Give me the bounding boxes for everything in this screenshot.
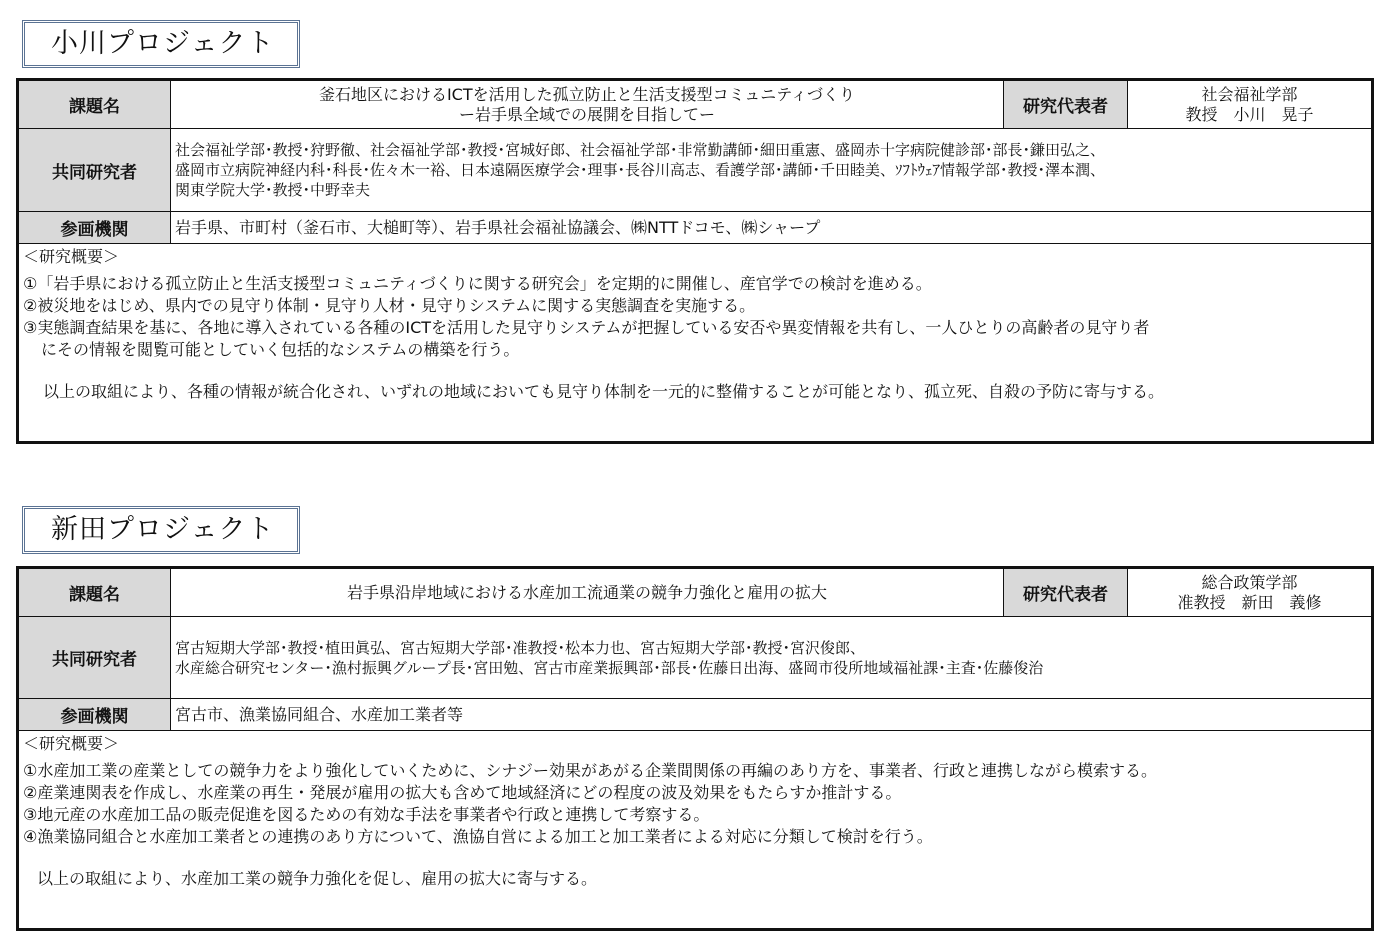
- summary-item: ②産業連関表を作成し、水産業の再生・発展が雇用の拡大も含めて地域経済にどの程度の波及効果をもたらすか推計する。: [23, 783, 902, 802]
- orgs-row: [19, 212, 1371, 244]
- lead-name: 准教授 新田 義修: [1177, 592, 1322, 612]
- members-line: 盛岡市立病院神経内科･科長･佐々木一裕、日本遠隔医療学会･理事･長谷川高志、看護学部･講師･千田睦美、ｿﾌﾄｳｪｱ情報学部･教授･澤本潤、: [175, 161, 1106, 179]
- project-panel-nitta: [16, 566, 1374, 931]
- summary-item: ④漁業協同組合と水産加工業者との連携のあり方について、漁協自営による加工と加工業者による対応に分類して検討を行う。: [23, 827, 933, 846]
- lead-researcher: [1128, 81, 1371, 128]
- summary-heading: ＜研究概要＞: [23, 247, 120, 266]
- project-title-line: ー岩手県全域での展開を目指してー: [458, 104, 715, 124]
- members-row: [19, 617, 1371, 699]
- title-row: [19, 569, 1371, 617]
- summary-section: [19, 244, 1371, 405]
- title-label: 課題名: [19, 81, 171, 128]
- summary-section: [19, 731, 1371, 892]
- members-label: 共同研究者: [19, 129, 171, 211]
- members-line: 関東学院大学･教授･中野幸夫: [175, 181, 371, 199]
- lead-dept: 社会福祉学部: [1201, 84, 1298, 104]
- project-title: [171, 569, 1004, 616]
- members-line: 宮古短期大学部･教授･植田眞弘、宮古短期大学部･准教授･松本力也、宮古短期大学部･教授･宮沢俊郎、: [175, 638, 866, 657]
- orgs-row: [19, 699, 1371, 731]
- members-row: [19, 129, 1371, 212]
- members-line: 社会福祉学部･教授･狩野徹、社会福祉学部･教授･宮城好郎、社会福祉学部･非常勤講師･細田重憲、盛岡赤十字病院健診部･部長･鎌田弘之、: [175, 141, 1106, 159]
- lead-researcher: [1128, 569, 1371, 616]
- summary-item: ①「岩手県における孤立防止と生活支援型コミュニティづくりに関する研究会」を定期的に開催し、産官学での検討を進める。: [23, 274, 932, 293]
- orgs-label: 参画機関: [19, 699, 171, 730]
- lead-dept: 総合政策学部: [1201, 572, 1298, 592]
- summary-item: ③地元産の水産加工品の販売促進を図るための有効な手法を事業者や行政と連携して考察する。: [23, 805, 710, 824]
- project-tag-ogawa: 小川プロジェクト: [22, 20, 300, 68]
- summary-closing: 以上の取組により、水産加工業の競争力強化を促し、雇用の拡大に寄与する。: [37, 869, 598, 888]
- orgs-label: 参画機関: [19, 212, 171, 243]
- project-title-line: 岩手県沿岸地域における水産加工流通業の競争力強化と雇用の拡大: [346, 582, 827, 602]
- project-tag-nitta: 新田プロジェクト: [22, 506, 300, 554]
- members-list: [171, 617, 1047, 698]
- lead-name: 教授 小川 晃子: [1185, 104, 1314, 124]
- orgs-value: 岩手県、市町村（釜石市、大槌町等）、岩手県社会福祉協議会、㈱NTTドコモ、㈱シャープ: [175, 217, 821, 237]
- summary-heading: ＜研究概要＞: [23, 734, 120, 753]
- summary-item: ③実態調査結果を基に、各地に導入されている各種のICTを活用した見守りシステムが把握している安否や異変情報を共有し、一人ひとりの高齢者の見守り者: [23, 318, 1150, 337]
- orgs-value: 宮古市、漁業協同組合、水産加工業者等: [175, 704, 464, 724]
- members-list: [171, 129, 1109, 211]
- lead-label: 研究代表者: [1004, 569, 1128, 616]
- summary-item: にその情報を閲覧可能としていく包括的なシステムの構築を行う。: [41, 340, 520, 359]
- summary-closing: 以上の取組により、各種の情報が統合化され、いずれの地域においても見守り体制を一元的に整備することが可能となり、孤立死、自殺の予防に寄与する。: [43, 382, 1164, 401]
- project-title: [171, 81, 1004, 128]
- members-line: 水産総合研究センター･漁村振興グループ長･宮田勉、宮古市産業振興部･部長･佐藤日出海、盛岡市役所地域福祉課･主査･佐藤俊治: [175, 658, 1044, 677]
- summary-item: ①水産加工業の産業としての競争力をより強化していくために、シナジー効果があがる企業間関係の再編のあり方を、事業者、行政と連携しながら模索する。: [23, 761, 1158, 780]
- project-panel-ogawa: [16, 78, 1374, 444]
- members-label: 共同研究者: [19, 617, 171, 698]
- title-row: [19, 81, 1371, 129]
- title-label: 課題名: [19, 569, 171, 616]
- lead-label: 研究代表者: [1004, 81, 1128, 128]
- project-title-line: 釜石地区におけるICTを活用した孤立防止と生活支援型コミュニティづくり: [318, 84, 856, 104]
- summary-item: ②被災地をはじめ、県内での見守り体制・見守り人材・見守りシステムに関する実態調査を実施する。: [23, 296, 756, 315]
